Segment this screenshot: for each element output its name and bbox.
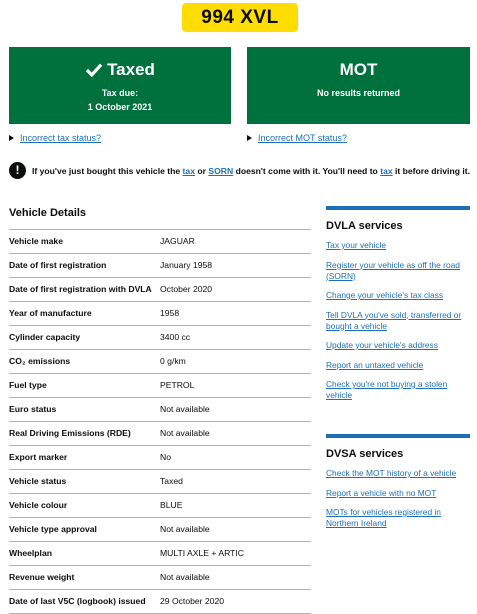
table-row [9, 254, 311, 278]
table-row [9, 326, 311, 350]
tax-due-date: 1 October 2021 [87, 102, 153, 112]
registration-plate: 994 XVL [182, 3, 298, 32]
row-value: 29 October 2020 [160, 596, 225, 606]
table-row [9, 542, 311, 566]
row-label: Vehicle make [9, 236, 63, 246]
row-label: Export marker [9, 452, 68, 462]
row-label: Date of last V5C (logbook) issued [9, 596, 146, 606]
table-row [9, 229, 311, 254]
dvla-services-panel [326, 206, 470, 410]
table-row [9, 350, 311, 374]
table-row [9, 398, 311, 422]
service-link[interactable]: Update your vehicle's address [326, 340, 438, 350]
table-row [9, 446, 311, 470]
warning-tax-link-2[interactable]: tax [380, 165, 393, 176]
tax-status-text: Taxed [107, 60, 155, 79]
table-row [9, 374, 311, 398]
row-label: Fuel type [9, 380, 47, 390]
tax-status-heading [9, 59, 231, 81]
mot-message: No results returned [316, 88, 401, 98]
row-label: Vehicle type approval [9, 524, 97, 534]
exclamation-icon: ! [9, 162, 26, 179]
service-link[interactable]: Tax your vehicle [326, 240, 387, 250]
row-label: Real Driving Emissions (RDE) [9, 428, 131, 438]
row-value: Taxed [160, 476, 183, 486]
row-value: PETROL [160, 380, 195, 390]
row-value: JAGUAR [160, 236, 195, 246]
service-link[interactable]: Check you're not buying a stolen vehicle [326, 379, 448, 400]
incorrect-tax-status-toggle[interactable] [9, 133, 101, 143]
vehicle-details-table [9, 229, 311, 614]
dvla-accent-bar [326, 206, 470, 210]
row-label: Date of first registration [9, 260, 107, 270]
warning-tax-link[interactable]: tax [182, 165, 195, 176]
mot-status-panel [247, 47, 470, 124]
table-row [9, 518, 311, 542]
service-link[interactable]: Report a vehicle with no MOT [326, 487, 437, 498]
table-row [9, 470, 311, 494]
row-label: Vehicle colour [9, 500, 68, 510]
tax-due-label: Tax due: [101, 88, 139, 98]
row-label: Euro status [9, 404, 57, 414]
tax-status-panel [9, 47, 231, 124]
table-row [9, 422, 311, 446]
row-value: Not available [160, 404, 210, 414]
table-row [9, 494, 311, 518]
mot-status-heading: MOT [339, 60, 378, 79]
triangle-right-icon [247, 135, 252, 141]
row-value: Not available [160, 428, 210, 438]
service-link[interactable]: Register your vehicle as off the road (SORN) [326, 259, 460, 281]
row-label: Vehicle status [9, 476, 67, 486]
incorrect-mot-status-link[interactable]: Incorrect MOT status? [258, 133, 347, 143]
row-label: Revenue weight [9, 572, 75, 582]
incorrect-mot-status-toggle[interactable] [247, 133, 347, 143]
service-link[interactable]: Tell DVLA you've sold, transferred or bought a vehicle [326, 309, 462, 331]
dvsa-services-title: DVSA services [326, 448, 404, 460]
row-label: Wheelplan [9, 548, 52, 558]
service-link[interactable]: MOTs for vehicles registered in Northern Ireland [326, 507, 441, 528]
service-link[interactable]: Report an untaxed vehicle [326, 359, 424, 370]
table-row [9, 302, 311, 326]
table-row [9, 566, 311, 590]
dvla-services-list [326, 240, 470, 401]
row-value: BLUE [160, 500, 183, 510]
warning-sorn-link[interactable]: SORN [208, 165, 234, 176]
row-label: Year of manufacture [9, 308, 92, 318]
row-value: October 2020 [160, 284, 213, 294]
row-value: No [160, 452, 171, 462]
row-label: CO₂ emissions [9, 356, 71, 366]
row-value: January 1958 [160, 260, 213, 270]
row-value: Not available [160, 572, 210, 582]
row-value: MULTI AXLE + ARTIC [160, 548, 244, 558]
row-label: Cylinder capacity [9, 332, 81, 342]
triangle-right-icon [9, 135, 14, 141]
warning-text [9, 162, 471, 179]
service-link[interactable]: Change your vehicle's tax class [326, 290, 444, 300]
tick-icon [85, 62, 103, 78]
row-value: 1958 [160, 308, 180, 318]
row-label: Date of first registration with DVLA [9, 284, 152, 294]
row-value: 0 g/km [160, 356, 186, 366]
service-link[interactable]: Check the MOT history of a vehicle [326, 468, 457, 478]
table-row [9, 278, 311, 302]
warning-message: If you've just bought this vehicle the tax or SORN doesn't come with it. You'll need to tax it before driving it. [32, 165, 470, 176]
vehicle-details-title: Vehicle Details [9, 207, 87, 219]
dvsa-services-list [326, 468, 470, 529]
table-row [9, 590, 311, 614]
row-value: Not available [160, 524, 210, 534]
incorrect-tax-status-link[interactable]: Incorrect tax status? [20, 133, 102, 143]
row-value: 3400 cc [160, 332, 191, 342]
dvla-services-title: DVLA services [326, 220, 403, 232]
dvsa-accent-bar [326, 434, 470, 438]
dvsa-services-panel [326, 434, 470, 538]
